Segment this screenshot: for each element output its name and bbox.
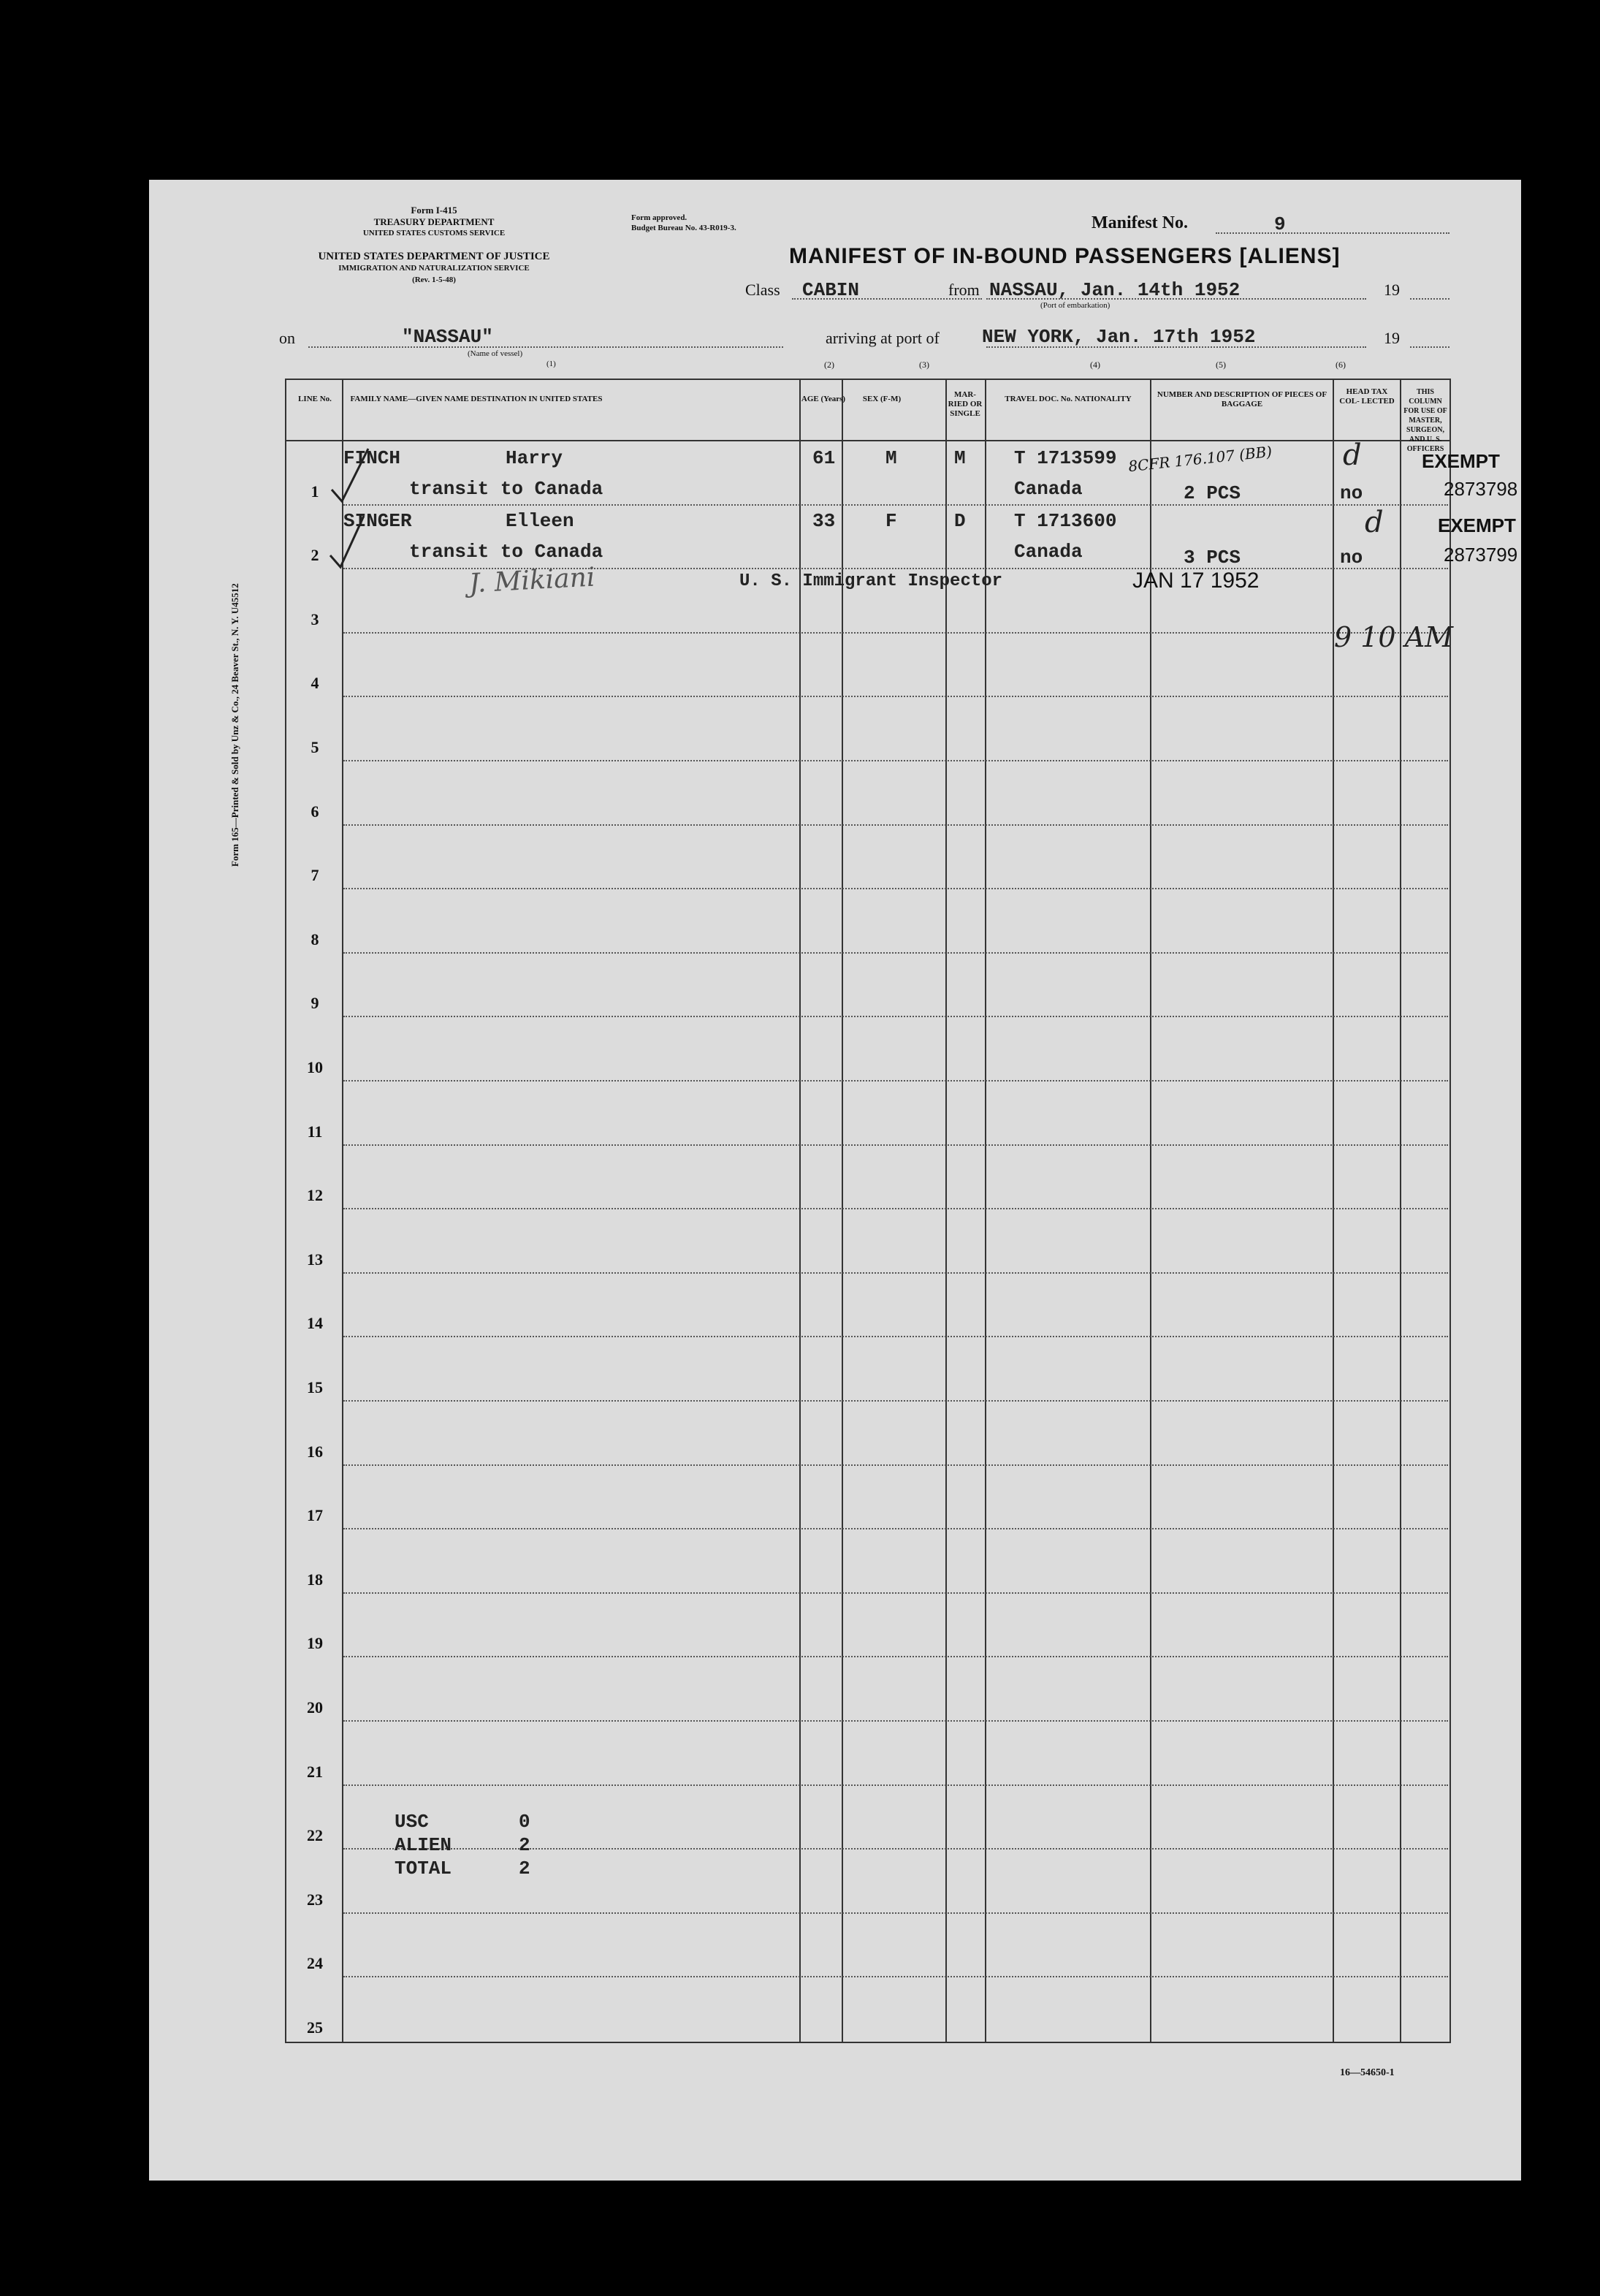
hdr-head-tax: HEAD TAX COL- LECTED xyxy=(1339,387,1395,406)
footer-code: 16—54650-1 xyxy=(1340,2067,1395,2078)
p1-annotation: 8CFR 176.107 (BB) xyxy=(1127,442,1273,476)
passenger-table xyxy=(285,379,1518,2043)
treasury-dept: TREASURY DEPARTMENT xyxy=(373,216,495,227)
line-number: 11 xyxy=(307,1122,323,1141)
check-mark-icon xyxy=(329,446,373,504)
col-num-headtax: (5) xyxy=(1216,360,1226,370)
p2-destination: transit to Canada xyxy=(409,541,603,563)
line-number: 16 xyxy=(307,1442,323,1461)
arrival-value: NEW YORK, Jan. 17th 1952 xyxy=(982,326,1256,348)
alien-label: ALIEN xyxy=(395,1834,452,1856)
line-number: 10 xyxy=(307,1058,323,1076)
p1-head-tax-mark: d xyxy=(1343,438,1362,472)
p2-head-tax-mark: d xyxy=(1365,506,1384,539)
p1-head-tax: no xyxy=(1340,482,1363,504)
class-value: CABIN xyxy=(802,279,860,301)
line-number: 7 xyxy=(311,866,319,885)
vessel-value: "NASSAU" xyxy=(402,326,493,348)
manifest-page xyxy=(149,180,1521,2181)
form-number: Form I-415 xyxy=(411,205,457,216)
hdr-married: MAR- RIED OR SINGLE xyxy=(948,390,983,418)
form-revision: (Rev. 1-5-48) xyxy=(412,275,456,284)
justice-dept: UNITED STATES DEPARTMENT OF JUSTICE xyxy=(318,251,550,262)
year-suffix-1: 19 xyxy=(1384,281,1400,299)
p2-head-tax: no xyxy=(1340,547,1363,569)
hdr-officers: THIS COLUMN FOR USE OF MASTER, SURGEON, AND U. S. OFFICERS xyxy=(1403,388,1447,453)
line-number: 22 xyxy=(307,1826,323,1845)
total-value: 2 xyxy=(519,1858,530,1879)
p1-officer-number: 2873798 xyxy=(1444,478,1518,500)
alien-value: 2 xyxy=(519,1834,530,1856)
line-number: 17 xyxy=(307,1506,323,1525)
line-number: 18 xyxy=(307,1570,323,1589)
inspector-title: U. S. Immigrant Inspector xyxy=(739,571,1003,591)
hdr-sex: SEX (F-M) xyxy=(862,395,902,403)
hdr-name: FAMILY NAME—GIVEN NAME DESTINATION IN UNITED STATES xyxy=(350,395,603,403)
p1-sex: M xyxy=(885,447,897,469)
line-number: 13 xyxy=(307,1250,323,1269)
hdr-line: LINE No. xyxy=(298,395,332,403)
year-suffix-2: 19 xyxy=(1384,329,1400,347)
form-approved: Form approved. xyxy=(631,213,687,222)
p1-nationality: Canada xyxy=(1014,478,1083,500)
p2-age: 33 xyxy=(812,510,836,532)
embark-caption: (Port of embarkation) xyxy=(1040,301,1111,310)
line-number: 8 xyxy=(311,930,319,949)
on-label: on xyxy=(279,329,295,347)
p1-destination: transit to Canada xyxy=(409,478,603,500)
line-number: 2 xyxy=(311,546,319,565)
line-number: 25 xyxy=(307,2018,323,2037)
line-number: 5 xyxy=(311,738,319,756)
p1-given-name: Harry xyxy=(506,447,563,469)
line-number: 14 xyxy=(307,1314,323,1333)
customs-service: UNITED STATES CUSTOMS SERVICE xyxy=(362,229,506,237)
manifest-title: MANIFEST OF IN-BOUND PASSENGERS [ALIENS] xyxy=(789,244,1341,268)
class-label: Class xyxy=(745,281,780,299)
line-number: 19 xyxy=(307,1634,323,1653)
line-number: 23 xyxy=(307,1890,323,1909)
col-num-officers: (6) xyxy=(1336,360,1346,370)
arriving-label: arriving at port of xyxy=(826,329,940,347)
manifest-no-value: 9 xyxy=(1274,213,1286,235)
p2-sex: F xyxy=(885,510,897,532)
p2-family-name: SINGER xyxy=(343,510,412,532)
ins-name: IMMIGRATION AND NATURALIZATION SERVICE xyxy=(338,264,530,273)
hdr-age: AGE (Years) xyxy=(801,395,846,403)
col-num-married: (2) xyxy=(824,360,834,370)
margin-print-text: Form 165—Printed & Sold by Unz & Co., 24 Beaver St., N. Y. U45512 xyxy=(229,583,240,867)
line-number: 4 xyxy=(311,674,319,693)
line-number: 12 xyxy=(307,1186,323,1205)
inspection-time-note: 9 10 AM xyxy=(1334,621,1454,653)
usc-value: 0 xyxy=(519,1811,530,1833)
p1-officer-note: EXEMPT xyxy=(1422,450,1500,472)
p2-baggage: 3 PCS xyxy=(1184,547,1241,569)
hdr-travel-doc: TRAVEL DOC. No. NATIONALITY xyxy=(1005,395,1132,403)
p1-travel-doc: T 1713599 xyxy=(1014,447,1117,469)
budget-bureau: Budget Bureau No. 43-R019-3. xyxy=(631,224,736,232)
p2-marital: D xyxy=(954,510,966,532)
p2-nationality: Canada xyxy=(1014,541,1083,563)
line-number: 1 xyxy=(311,482,319,501)
p2-given-name: Elleen xyxy=(506,510,574,532)
from-label: from xyxy=(948,281,980,299)
line-number: 24 xyxy=(307,1954,323,1973)
line-number: 15 xyxy=(307,1378,323,1396)
vessel-caption: (Name of vessel) xyxy=(468,349,523,358)
line-number: 20 xyxy=(307,1698,323,1717)
p2-officer-note: EXEMPT xyxy=(1438,514,1516,536)
p1-age: 61 xyxy=(812,447,836,469)
inspector-signature: J. Mikiani xyxy=(468,562,596,599)
p2-travel-doc: T 1713600 xyxy=(1014,510,1117,532)
line-number: 21 xyxy=(307,1762,323,1781)
line-number: 9 xyxy=(311,994,319,1013)
total-label: TOTAL xyxy=(395,1858,452,1879)
hdr-baggage: NUMBER AND DESCRIPTION OF PIECES OF BAGGAGE xyxy=(1157,390,1327,408)
col-num-travel: (3) xyxy=(919,360,929,370)
vessel-col-num: (1) xyxy=(546,360,556,368)
check-mark-icon xyxy=(327,512,371,570)
manifest-no-label: Manifest No. xyxy=(1092,213,1188,232)
line-number: 6 xyxy=(311,802,319,821)
line-number: 3 xyxy=(311,609,319,628)
inspection-stamp-date: JAN 17 1952 xyxy=(1132,569,1260,593)
p1-baggage: 2 PCS xyxy=(1184,482,1241,504)
p2-officer-number: 2873799 xyxy=(1444,544,1518,566)
from-value: NASSAU, Jan. 14th 1952 xyxy=(989,279,1241,301)
p1-marital: M xyxy=(954,447,966,469)
usc-label: USC xyxy=(395,1811,429,1833)
col-num-baggage: (4) xyxy=(1090,360,1100,370)
p1-family-name: FINCH xyxy=(343,447,401,469)
